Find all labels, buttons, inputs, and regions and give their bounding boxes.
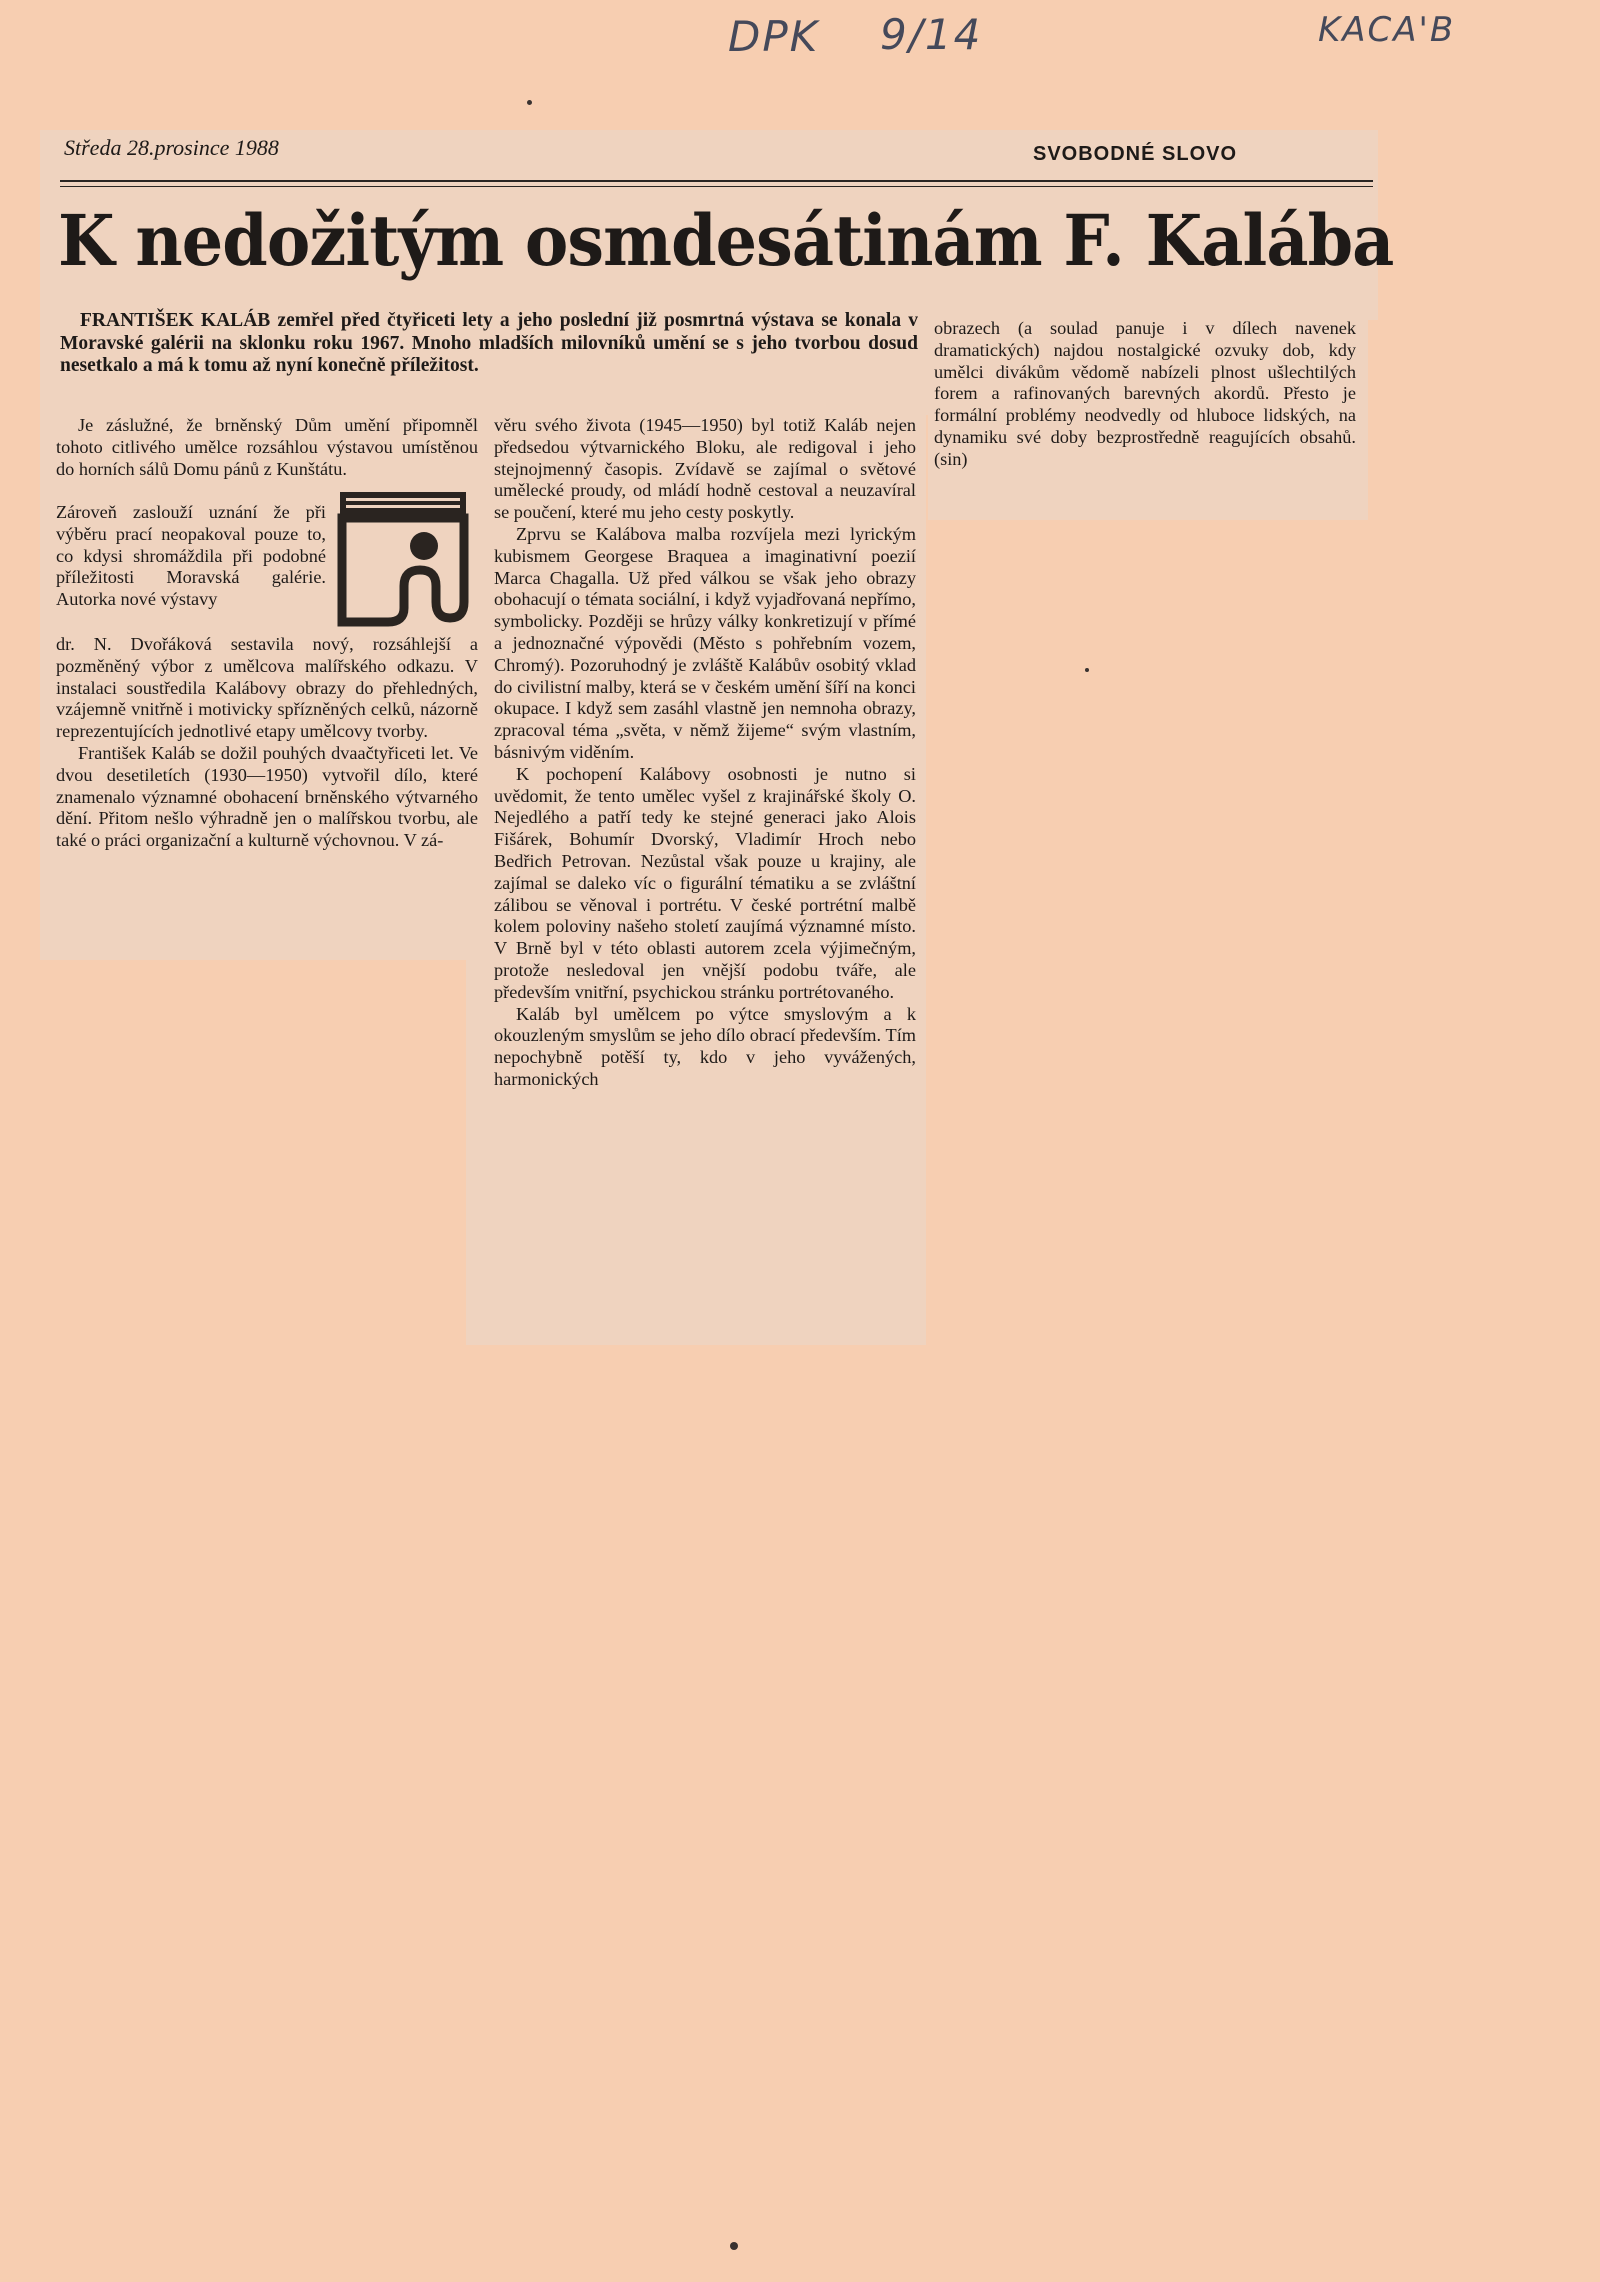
col2-paragraph-2: Zprvu se Kalábova malba rozvíjela mezi lyrickým kubismem Georgese Braquea a imaginativní poezií Marca Chagalla. Už před válkou se však jeho obrazy obohacují o témata sociální, i když vyjadřovaná nepřímo, symbolicky. Později se hrůzy války konkretizují v přímé a jednoznačné výpovědi (Město s pohřebním vozem, Chromý). Pozoruhodný je zvláště Kalábův osobitý vklad do civilistní malby, která se v českém umění šíří na konci okupace. I když sem zasáhl vlastně jen nemnoha obrazy, zpracoval téma „světa, v němž žijeme“ svým vlastním, básnivým viděním. (494, 523, 916, 762)
issue-date: Středa 28.prosince 1988 (64, 135, 279, 160)
col1-paragraph-1-wrap: Zároveň zaslouží uznání že při výběru prací neopakoval pouze to, co kdysi shromáždila při podobné příležitosti Moravská galérie. Autorka nové výstavy (56, 502, 326, 610)
column-vignette-image (336, 490, 470, 628)
annotation-number: 9/14 (880, 10, 983, 59)
newspaper-name: SVOBODNÉ SLOVO (1033, 143, 1238, 165)
column-1-top (56, 415, 478, 480)
column-1-bottom (56, 634, 478, 852)
paper-speck (527, 100, 532, 105)
col3-paragraph-1: obrazech (a soulad panuje i v dílech navenek dramatických) najdou nostalgické ozvuky dob, kdy umělci divákům vědomě nabízeli plnost ušlechtilých forem a rafinovaných barevných akordů. Přesto je formální problémy neodvedly od hluboce lidských, na dynamiku své doby bezprostředně reagujících obsahů. (sin) (934, 318, 1356, 469)
col2-paragraph-3: K pochopení Kalábovy osobnosti je nutno si uvědomit, že tento umělec vyšel z krajinářské školy O. Nejedlého a patří tedy ke stejné generaci jako Alois Fišárek, Bohumír Dvorský, Vladimír Hroch nebo Bedřich Petrovan. Nezůstal však pouze u krajiny, ale zajímal se daleko víc o figurální tématiku a se zvláštní zálibou se věnoval i portrétu. V české portrétní malbě kolem poloviny našeho století zaujímá významné místo. V Brně byl v této oblasti autorem zcela výjimečným, protože nesledoval jen vnější podobu tváře, ale především vnitřní, psychickou stránku portrétovaného. (494, 763, 916, 1002)
article-lead (60, 310, 918, 378)
annotation-kalab: KACA'B (1318, 10, 1456, 50)
paper-speck (1085, 668, 1089, 672)
col1-paragraph-1-start: Je záslužné, že brněnský Dům umění připomněl tohoto citlivého umělce rozsáhlou výstavou umístěnou do horních sálů Domu pánů z Kunštátu. (56, 415, 478, 479)
col2-paragraph-4: Kaláb byl umělcem po výtce smyslovým a k okouzleným smyslům se jeho dílo obrací především. Tím nepochybně potěší ty, kdo v jeho vyvážených, harmonických (494, 1003, 916, 1089)
col2-paragraph-1: věru svého života (1945—1950) byl totiž Kaláb nejen předsedou výtvarnického Bloku, ale redigoval i jeho stejnojmenný časopis. Zvídavě se zajímal o světové umělecké proudy, od mládí hodně cestoval a neuzavíral se poučení, které mu jeho cesty poskytly. (494, 415, 916, 523)
col1-paragraph-2: František Kaláb se dožil pouhých dvaačtyřiceti let. Ve dvou desetiletích (1930—1950) vytvořil dílo, které znamenalo významné obohacení brněnského výtvarného dění. Přitom nešlo výhradně jen o malířskou tvorbu, ale také o práci organizační a kulturně výchovnou. V zá- (56, 742, 478, 851)
header-rule (60, 180, 1373, 182)
column-2 (494, 415, 916, 1091)
col1-paragraph-1-end: dr. N. Dvořáková sestavila nový, rozsáhlejší a pozměněný výbor z umělcova malířského odkazu. V instalaci soustředila Kalábovy obrazy do přehledných, vzájemně vnitřně i motivicky spřízněných celků, názorně reprezentujících jednotlivé etapy umělcovy tvorby. (56, 634, 478, 742)
lead-paragraph: FRANTIŠEK KALÁB zemřel před čtyřiceti lety a jeho poslední již posmrtná výstava se konala v Moravské galérii na sklonku roku 1967. Mnoho mladších milovníků umění se s jeho tvorbou dosud nesetkalo a má k tomu až nyní konečně příležitost. (60, 310, 918, 376)
paper-speck (730, 2242, 738, 2250)
column-3 (934, 318, 1356, 471)
header-rule-thin (60, 186, 1373, 187)
column-1-wrap (56, 502, 326, 611)
annotation-dpk: DPK (728, 12, 820, 61)
headline: K nedožitým osmdesátinám F. Kalába (58, 199, 1394, 282)
